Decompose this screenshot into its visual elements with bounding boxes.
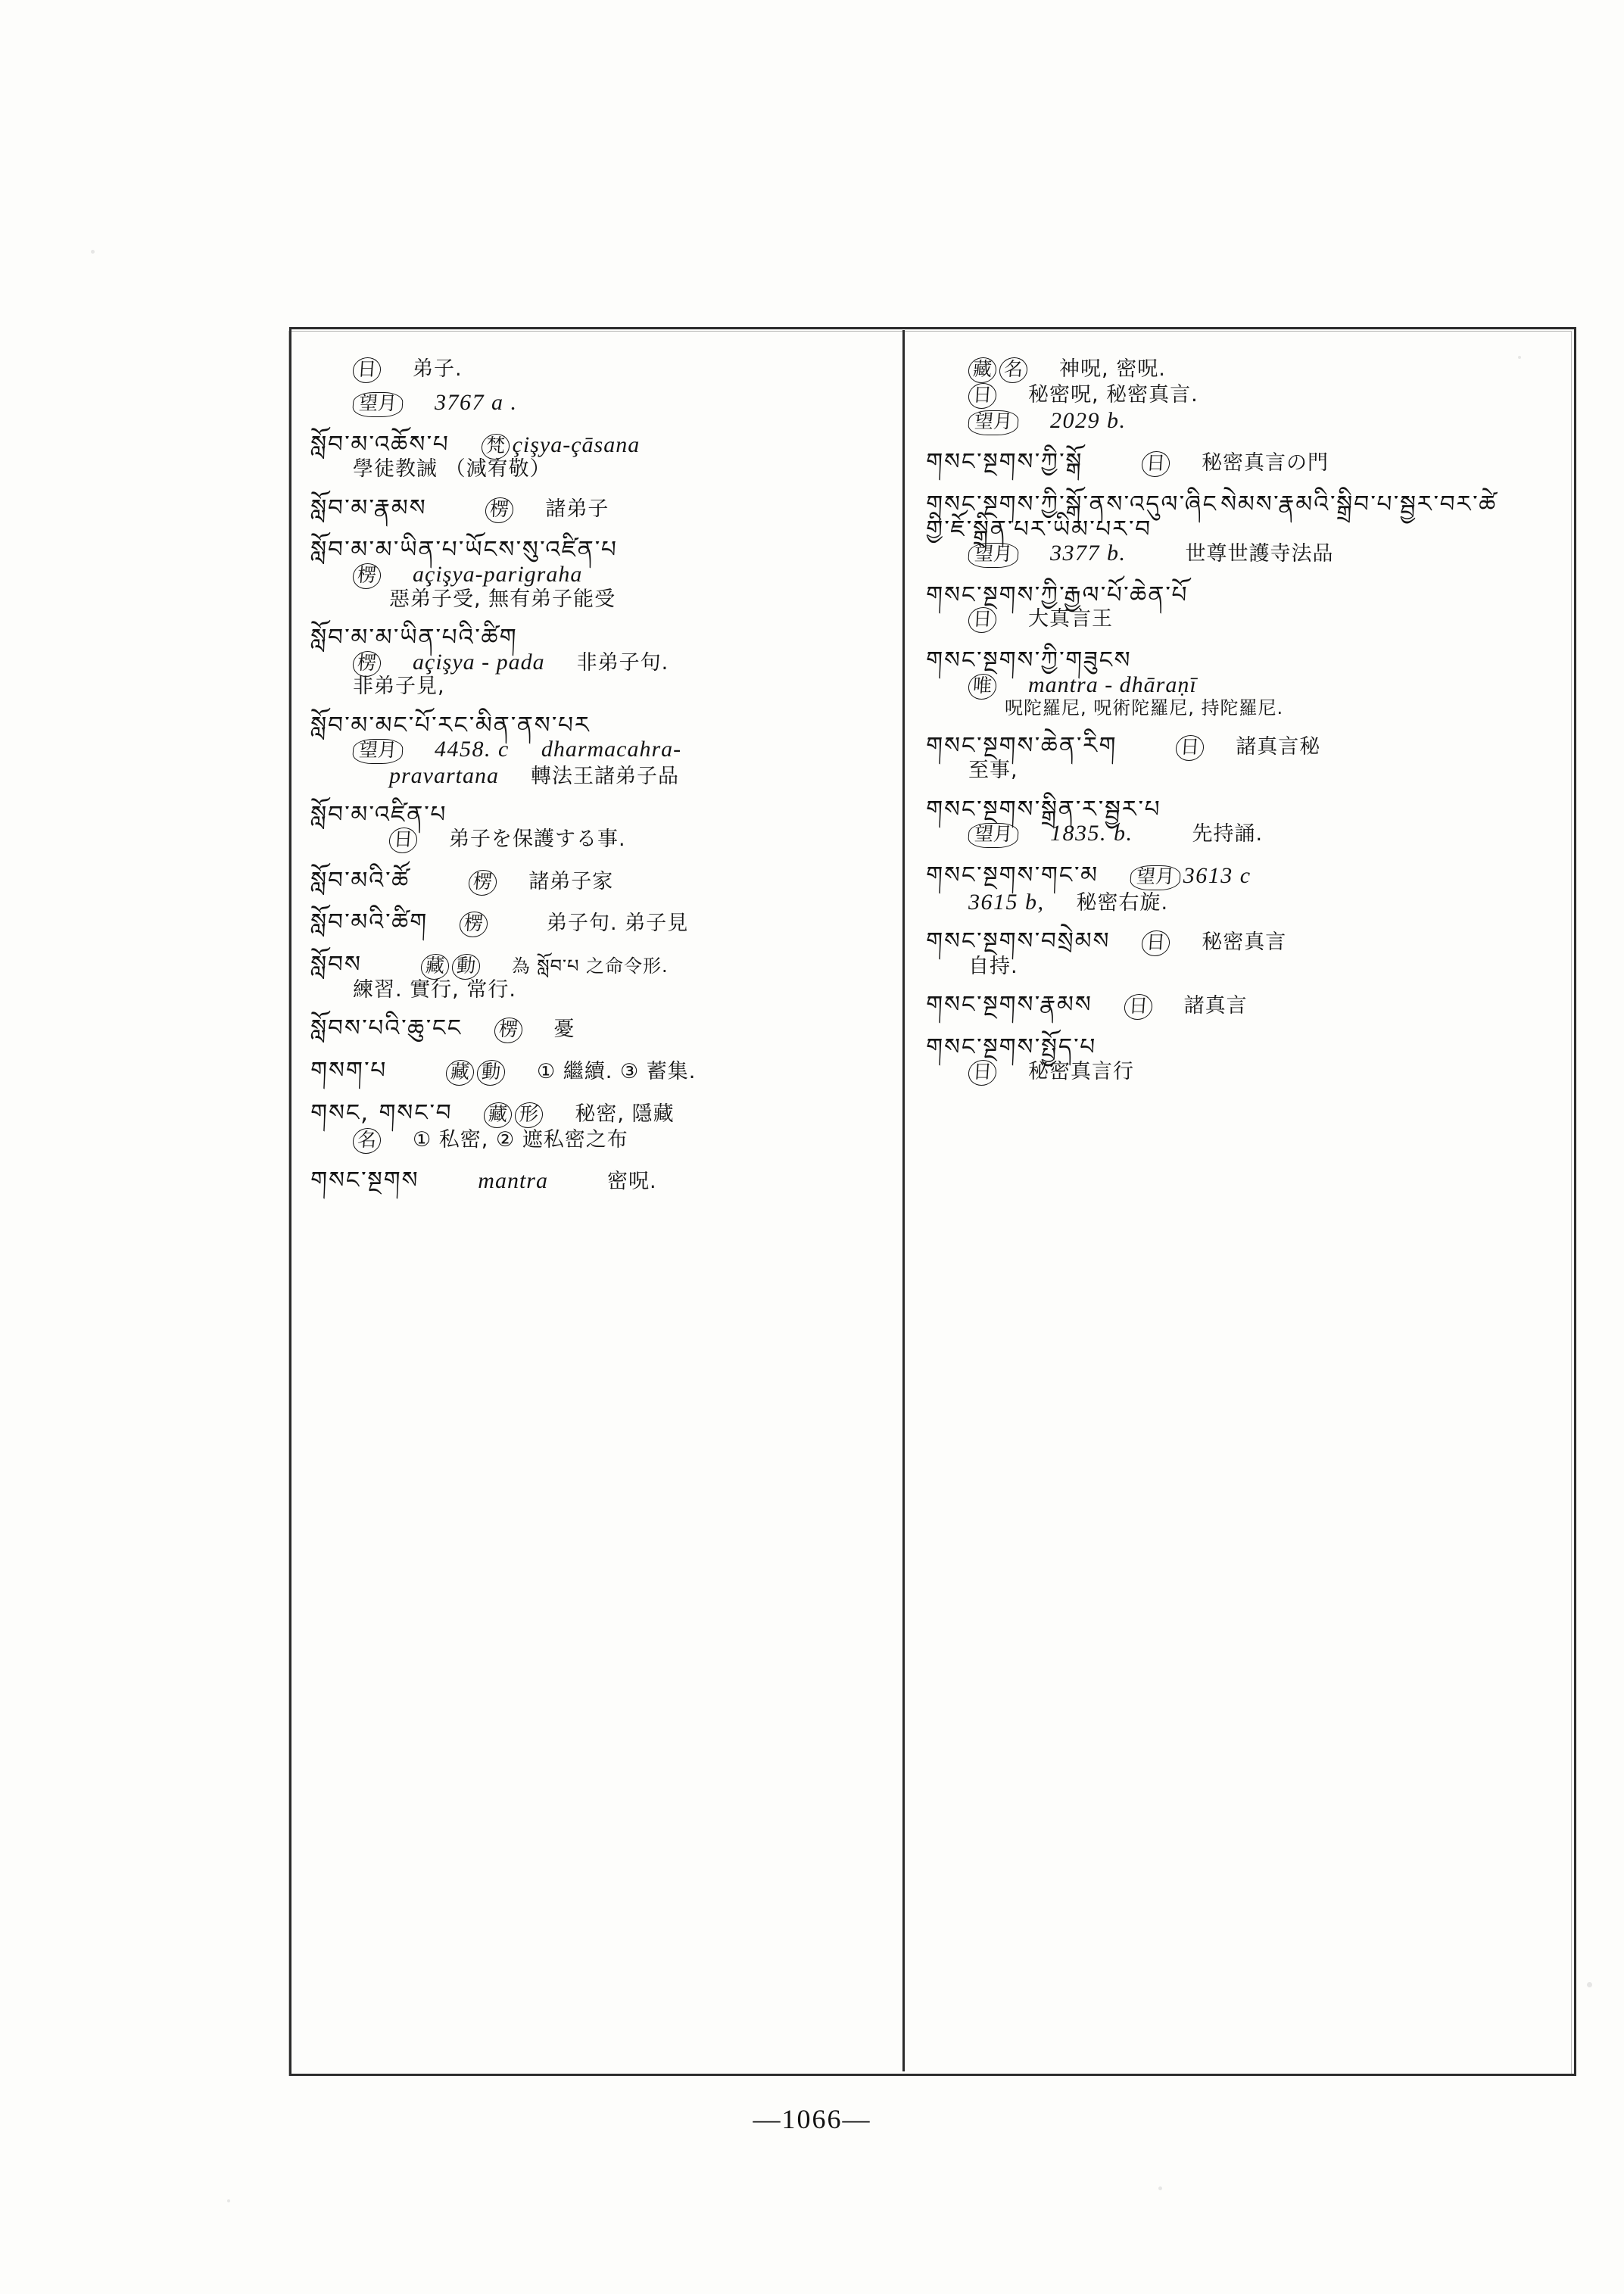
left-column [289,327,904,1223]
source-tag: 楞 [459,912,488,937]
dictionary-entry [310,1058,884,1086]
pos-tag: 動 [451,954,481,980]
source-tag: 藏 [483,1102,513,1128]
sanskrit-equivalent: dharmacahra- [541,737,682,762]
dictionary-entry [310,1101,884,1154]
sanskrit-equivalent: açişya - pada [413,649,545,675]
gloss-text: 諸真言 [1183,994,1248,1018]
gloss-text: 神呪, 密呪. [1059,357,1166,381]
dictionary-entry [926,797,1557,848]
dictionary-entry [926,648,1557,718]
dictionary-entry [310,868,884,896]
tibetan-headword: སློབས [310,951,363,979]
source-tag: 藏 [968,357,997,383]
pos-tag: 動 [476,1060,506,1086]
pos-tag: 形 [514,1102,544,1128]
source-tag: 日 [1123,994,1152,1020]
scan-speckle [91,250,95,254]
sanskrit-equivalent: mantra [478,1168,548,1194]
gloss-text: 世尊世護寺法品 [1185,542,1334,566]
gloss-text: 秘密右旋. [1076,890,1169,915]
source-tag: 望月 [1130,865,1181,890]
tibetan-headword: གསང་སྔགས་སྤྱོད་པ [925,1033,1098,1061]
source-tag: 楞 [485,497,514,523]
tibetan-headword: གསང་སྔགས [310,1167,420,1195]
scan-speckle [1587,1982,1592,1987]
dictionary-entry [310,625,884,698]
dictionary-entry [310,803,884,852]
source-tag: 日 [388,828,418,853]
sanskrit-equivalent: mantra - dhāraṇī [1028,672,1197,697]
source-tag: 日 [968,607,997,633]
dictionary-entry [926,583,1557,633]
tibetan-headword: སློབ་མ་འཛིན་པ [310,801,448,829]
source-tag: 日 [968,1060,997,1086]
tibetan-headword: སློབ་མ་འཆོས་པ [310,430,450,458]
tibetan-headword: སློབ་མའི་ཚིག [310,909,429,937]
gloss-text: 弟子を保護する事. [449,827,626,851]
pos-tag: 名 [352,1128,382,1154]
gloss-text: 秘密真言行 [1028,1059,1135,1083]
sanskrit-equivalent: çişya-çāsana [512,432,641,457]
gloss-text: 憂 [553,1018,575,1042]
source-tag: 望月 [968,543,1019,568]
tibetan-headword: གསང་སྔགས་རྣམས [925,991,1093,1019]
dictionary-entry [925,731,1557,783]
tibetan-headword: སློབས་པའི་ཆུ་ངང [310,1015,463,1043]
source-tag: 望月 [352,739,404,764]
tibetan-headword: སློབ་མ་མ་ཡིན་པ་ཡོངས་སུ་འཛིན་པ [310,536,619,564]
tibetan-headword: སློབ་མའི་ཚོ [310,866,411,894]
dictionary-entry [310,952,884,1001]
source-tag: 日 [352,357,382,383]
source-tag: 日 [1175,735,1205,761]
tibetan-headword: གསང་སྔགས་ཀྱི་གཟུངས [925,647,1133,675]
dictionary-entry [926,929,1557,977]
dictionary-entry [310,496,884,523]
gloss-text: ① 私密, ② 遮私密之布 [413,1127,628,1152]
gloss-text: 先持誦. [1192,822,1264,846]
dictionary-entry [926,993,1557,1020]
dictionary-entry [926,492,1557,568]
tibetan-headword: གསང་སྔགས་ཆེན་རིག [925,731,1118,759]
source-tag: 唯 [968,674,997,700]
tibetan-headword: སེམས་རྣམའི་སྒྲིབ་པ་སྦྱར་བར་ཚེ [1220,491,1498,518]
page-number: —1066— [753,2104,871,2134]
reference-number: 4458. c [435,737,510,762]
dictionary-entry [926,863,1557,914]
source-tag: 楞 [352,651,382,677]
tibetan-headword: གསང་སྔགས་ཀྱི་རྒྱལ་པོ་ཆེན་པོ [925,581,1189,609]
source-tag: 梵 [480,434,510,460]
tibetan-headword: གསང་སྔགས་ཀྱི་སྒོ་ནས་འདུལ་ཞིང [925,491,1219,518]
pos-tag: 名 [999,357,1028,383]
dictionary-entry [926,1035,1557,1085]
source-tag: 藏 [420,954,450,980]
gloss-text: ① 繼續. ③ 蓄集. [537,1060,697,1084]
source-tag: 楞 [493,1018,522,1043]
gloss-text: 秘密真言の門 [1202,451,1329,475]
gloss-text: 自持. [968,955,1018,979]
dictionary-entry [310,1168,884,1193]
tibetan-headword: སློབ་མ་མང་པོ་རང་མིན་ནས་པར [310,711,592,739]
right-column [905,327,1576,1115]
scan-speckle [227,2199,230,2202]
gloss-text: 秘密, 隱藏 [575,1102,675,1126]
gloss-text: 諸弟子家 [528,869,614,893]
reference-number: 2029 b. [1050,407,1127,433]
scan-speckle [1158,2186,1162,2190]
reference-number: 3377 b. [1050,541,1127,566]
source-tag: 望月 [352,392,404,417]
tibetan-headword: གསང་སྔགས་བསྲེམས [925,927,1111,955]
tibetan-headword: གསང, གསང་བ [310,1099,454,1127]
dictionary-entry [926,450,1557,477]
reference-number: 3615 b, [968,889,1045,915]
source-tag: 楞 [352,563,382,589]
gloss-text: 秘密呪, 秘密真言. [1028,382,1199,407]
dictionary-entry [310,910,884,937]
gloss-text: 惡弟子受, 無有弟子能受 [389,587,616,611]
source-tag: 望月 [968,823,1019,848]
gloss-text: 練習. 實行, 常行. [353,977,516,1002]
gloss-text: 呪陀羅尼, 呪術陀羅尼, 持陀羅尼. [1005,697,1284,719]
gloss-text: 至事, [968,759,1018,783]
dictionary-entry [310,357,884,417]
source-tag: 日 [1141,930,1170,956]
tibetan-headword: གསང་སྔགས་སྒྲིན་ར་སྦྱར་པ [925,795,1162,823]
gloss-text: 諸弟子 [545,497,609,521]
sanskrit-equivalent: pravartana [389,762,499,788]
tibetan-headword: སློབ་མ་རྣམས [310,494,428,522]
dictionary-entry [310,713,884,788]
gloss-text: 弟子句. 弟子見 [547,912,689,936]
gloss-text: 秘密真言 [1202,930,1287,955]
tibetan-headword: གསག་པ [310,1057,388,1085]
reference-number: 1835. b. [1050,821,1133,846]
tibetan-headword: གསང་སྔགས་གང་མ [925,862,1099,890]
reference-number: 3613 c [1183,863,1252,889]
gloss-text: 非弟子見, [353,675,445,699]
tibetan-headword: སློབ་མ་མ་ཡིན་པའི་ཚིག [310,623,519,651]
sanskrit-equivalent: açişya-parigraha [413,561,583,587]
gloss-text: 轉法王諸弟子品 [531,764,679,788]
source-tag: 日 [968,383,997,409]
gloss-text: 學徒教誡 （減宥敬） [353,457,551,482]
gloss-text: 大真言王 [1028,607,1114,631]
gloss-text: 諸真言秘 [1236,734,1321,759]
dictionary-entry [926,357,1557,435]
dictionary-entry [310,432,884,481]
source-tag: 楞 [468,870,497,896]
dictionary-entry [310,1016,884,1043]
source-tag: 日 [1141,451,1170,477]
source-tag: 藏 [445,1060,475,1086]
gloss-text: 弟子. [413,357,463,381]
gloss-text: 非弟子句. [576,650,669,675]
gloss-text: 密呪. [606,1170,657,1194]
reference-number: 3767 a . [435,389,518,415]
gloss-text: 為 སློབ་པ 之命令形. [511,955,669,977]
tibetan-headword: གསང་སྔགས་ཀྱི་སྒོ [925,448,1084,476]
tibetan-headword: གྱི་ཇོ་སྒྲིན་པར་ཡིམ་པར་བ [925,515,1152,543]
dictionary-entry [310,538,884,610]
source-tag: 望月 [968,410,1019,435]
